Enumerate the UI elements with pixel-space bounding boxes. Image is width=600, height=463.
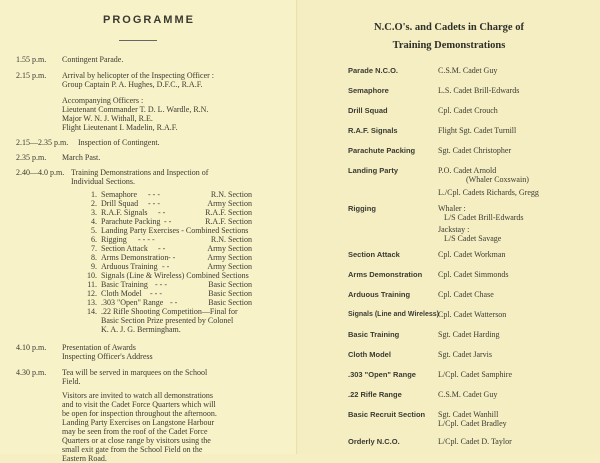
- section-number: 5.: [91, 226, 97, 235]
- section-name: R.A.F. Signals: [101, 208, 148, 217]
- role-label: Semaphore: [348, 86, 389, 95]
- entry-text: Inspecting Officer's Address: [62, 352, 153, 361]
- section-unit: Basic Section: [208, 280, 252, 289]
- section-number: 1.: [91, 190, 97, 199]
- section-dashes: - - -: [150, 289, 162, 298]
- section-name: K. A. J. G. Bermingham.: [101, 325, 181, 334]
- cadet-name: L/S Cadet Brill-Edwards: [444, 213, 524, 222]
- left-page: [0, 0, 298, 463]
- visitors-note: Eastern Road.: [62, 454, 107, 463]
- section-unit: Army Section: [207, 253, 252, 262]
- entry-text: Inspection of Contingent.: [78, 138, 160, 147]
- visitors-note: Landing Party Exercises on Langstone Harbour: [62, 418, 215, 427]
- entry-text: March Past.: [62, 153, 101, 162]
- section-dashes: - - - -: [138, 235, 155, 244]
- section-number: 10.: [87, 271, 97, 280]
- section-number: 8.: [91, 253, 97, 262]
- role-label: Parade N.C.O.: [348, 66, 399, 75]
- programme-title: PROGRAMME: [103, 14, 195, 26]
- role-label: Section Attack: [348, 250, 400, 259]
- section-unit: Basic Section: [208, 289, 252, 298]
- cadet-name: L./Cpl. Cadets Richards, Gregg: [438, 188, 539, 197]
- role-label: Signals (Line and Wireless): [348, 311, 439, 318]
- section-unit: R.N. Section: [210, 235, 252, 244]
- role-label: Basic Training: [348, 330, 400, 339]
- section-unit: R.A.F. Section: [205, 217, 252, 226]
- entry-time: 4.30 p.m.: [16, 368, 47, 377]
- entry-text: Contingent Parade.: [62, 55, 124, 64]
- cadet-name: L.S. Cadet Brill-Edwards: [438, 86, 520, 95]
- section-name: Parachute Packing: [101, 217, 161, 226]
- section-name: Rigging: [101, 235, 127, 244]
- cadet-name: Whaler :: [438, 204, 466, 213]
- section-unit: Basic Section: [208, 298, 252, 307]
- visitors-note: Visitors are invited to watch all demonstrations: [62, 391, 214, 400]
- section-name: Cloth Model: [101, 289, 142, 298]
- entry-text: Arrival by helicopter of the Inspecting Officer :: [62, 71, 215, 80]
- section-unit: Army Section: [207, 244, 252, 253]
- entry-time: 2.40—4.0 p.m.: [16, 168, 65, 177]
- section-dashes: - -: [164, 217, 172, 226]
- cadet-name: P.O. Cadet Arnold: [438, 166, 497, 175]
- section-name: Arms Demonstration: [101, 253, 169, 262]
- section-dashes: - - -: [148, 190, 160, 199]
- section-number: 7.: [91, 244, 97, 253]
- charge-title: N.C.O's. and Cadets in Charge of: [374, 22, 524, 33]
- title-underline: [119, 40, 157, 41]
- section-number: 3.: [91, 208, 97, 217]
- section-dashes: - -: [162, 262, 170, 271]
- visitors-note: Quarters or at close range by visitors using the: [62, 436, 211, 445]
- entry-text: Individual Sections.: [71, 177, 135, 186]
- entry-text: Group Captain P. A. Hughes, D.F.C., R.A.F.: [62, 80, 203, 89]
- cadet-name: L/S Cadet Savage: [444, 234, 502, 243]
- section-dashes: - -: [168, 253, 176, 262]
- cadet-name: Sgt. Cadet Harding: [438, 330, 500, 339]
- role-label: Arms Demonstration: [348, 270, 423, 279]
- section-number: 14.: [87, 307, 97, 316]
- section-unit: Army Section: [207, 199, 252, 208]
- right-page: [298, 0, 600, 454]
- role-label: Rigging: [348, 204, 376, 213]
- section-unit: R.A.F. Section: [205, 208, 252, 217]
- section-number: 2.: [91, 199, 97, 208]
- role-label: .22 Rifle Range: [348, 390, 402, 399]
- role-label: Orderly N.C.O.: [348, 437, 400, 446]
- entry-time: 1.55 p.m.: [16, 55, 47, 64]
- entry-text: Accompanying Officers :: [62, 96, 144, 105]
- section-name: Basic Section Prize presented by Colonel: [101, 316, 234, 325]
- entry-text: Flight Lieutenant I. Madelin, R.A.F.: [62, 123, 178, 132]
- entry-text: Field.: [62, 377, 81, 386]
- entry-text: Lieutenant Commander T. D. L. Wardle, R.N.: [62, 105, 209, 114]
- section-dashes: - -: [158, 208, 166, 217]
- section-name: Drill Squad: [101, 199, 139, 208]
- cadet-name: Sgt. Cadet Christopher: [438, 146, 512, 155]
- section-number: 4.: [91, 217, 97, 226]
- section-name: Signals (Line & Wireless) Combined Sections: [101, 271, 249, 280]
- cadet-name: Cpl. Cadet Workman: [438, 250, 506, 259]
- role-label: Cloth Model: [348, 350, 391, 359]
- role-label: R.A.F. Signals: [348, 126, 398, 135]
- cadet-name: Sgt. Cadet Wanhill: [438, 410, 499, 419]
- role-label: Arduous Training: [348, 290, 411, 299]
- section-dashes: - -: [158, 244, 166, 253]
- cadet-name: L/Cpl. Cadet Bradley: [438, 419, 507, 428]
- cadet-name: Jackstay :: [438, 225, 470, 234]
- cadet-name: L/Cpl. Cadet Samphire: [438, 370, 512, 379]
- cadet-name: Cpl. Cadet Simmonds: [438, 270, 509, 279]
- visitors-note: and to visit the Cadet Force Quarters which will: [62, 400, 216, 409]
- visitors-note: small exit gate from the School Field on the: [62, 445, 203, 454]
- section-number: 13.: [87, 298, 97, 307]
- role-label: .303 "Open" Range: [348, 370, 416, 379]
- role-label: Drill Squad: [348, 106, 388, 115]
- section-dashes: - - -: [148, 199, 160, 208]
- section-number: 9.: [91, 262, 97, 271]
- section-name: Section Attack: [101, 244, 148, 253]
- charge-subtitle: Training Demonstrations: [392, 40, 506, 51]
- cadet-name: C.S.M. Cadet Guy: [438, 390, 498, 399]
- cadet-name: Cpl. Cadet Watterson: [438, 310, 507, 319]
- section-number: 12.: [87, 289, 97, 298]
- visitors-note: be open for inspection throughout the afternoon.: [62, 409, 217, 418]
- section-name: Semaphore: [101, 190, 137, 199]
- entry-text: Training Demonstrations and Inspection of: [71, 168, 209, 177]
- entry-time: 2.15—2.35 p.m.: [16, 138, 69, 147]
- role-label: Parachute Packing: [348, 146, 416, 155]
- visitors-note: may be seen from the roof of the Cadet Force: [62, 427, 208, 436]
- entry-text: Presentation of Awards: [62, 343, 136, 352]
- section-number: 11.: [87, 280, 97, 289]
- entry-text: Tea will be served in marquees on the School: [62, 368, 208, 377]
- section-name: Basic Training: [101, 280, 148, 289]
- section-name: .303 "Open" Range: [101, 298, 164, 307]
- entry-time: 2.35 p.m.: [16, 153, 47, 162]
- section-name: .22 Rifle Shooting Competition—Final for: [101, 307, 238, 316]
- role-label: Basic Recruit Section: [348, 410, 426, 419]
- cadet-name: Cpl. Cadet Crouch: [438, 106, 498, 115]
- section-name: Landing Party Exercises - Combined Sections: [101, 226, 249, 235]
- cadet-name: C.S.M. Cadet Guy: [438, 66, 498, 75]
- role-label: Landing Party: [348, 166, 399, 175]
- entry-time: 2.15 p.m.: [16, 71, 47, 80]
- entry-time: 4.10 p.m.: [16, 343, 47, 352]
- section-unit: R.N. Section: [210, 190, 252, 199]
- cadet-name: L/Cpl. Cadet D. Taylor: [438, 437, 512, 446]
- cadet-name: (Whaler Coxswain): [466, 175, 529, 184]
- section-number: 6.: [91, 235, 97, 244]
- section-dashes: - - -: [155, 280, 167, 289]
- cadet-name: Sgt. Cadet Jarvis: [438, 350, 492, 359]
- entry-text: Major W. N. J. Withall, R.E.: [62, 114, 153, 123]
- cadet-name: Cpl. Cadet Chase: [438, 290, 494, 299]
- section-name: Arduous Training: [101, 262, 158, 271]
- section-dashes: - -: [170, 298, 178, 307]
- section-unit: Army Section: [207, 262, 252, 271]
- cadet-name: Flight Sgt. Cadet Turnill: [438, 126, 517, 135]
